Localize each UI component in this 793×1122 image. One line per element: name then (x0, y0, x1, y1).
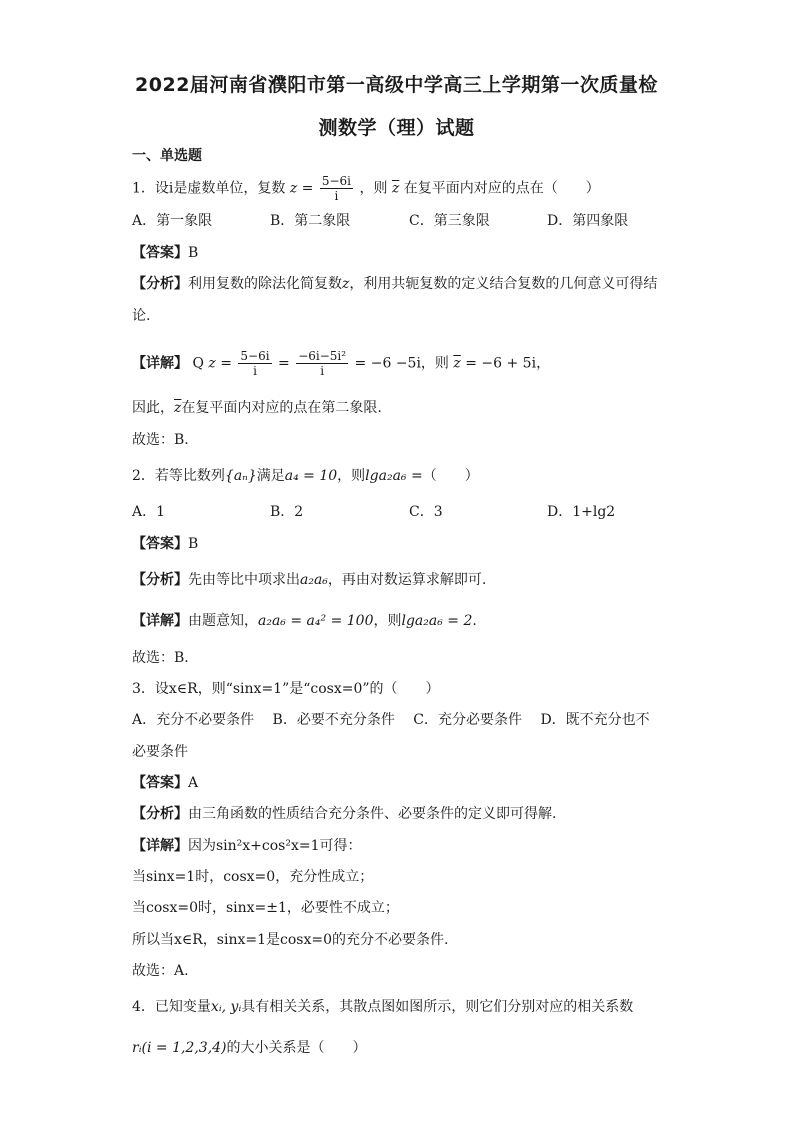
q4-stem-c: 的大小关系是（ ） (226, 1040, 367, 1056)
q2-expression: lga₂a₆ = (365, 468, 423, 484)
q2-detail-end: . (472, 613, 477, 629)
q1-detail-f1-numerator: 5−6i (240, 349, 270, 363)
q3-line-3: 所以当x∈R，sinx=1是cosx=0的充分不必要条件. (132, 932, 449, 948)
q4-vars: xᵢ, yᵢ (210, 999, 242, 1015)
q2-option-d: D．1+lg2 (547, 504, 616, 520)
q3-detail (132, 836, 362, 856)
q3-line-1: 当sinx=1时，cosx=0，充分性成立； (132, 869, 374, 885)
q1-option-c: C．第三象限 (409, 213, 490, 229)
q1-option-d: D．第四象限 (547, 213, 629, 229)
q1-detail-f1-denominator: i (253, 364, 257, 378)
q3-options-cont: 必要条件 (132, 744, 188, 760)
detail-tag: 【详解】 (132, 355, 188, 372)
q2-condition: a₄ = 10 (284, 468, 338, 484)
q1-conclusion-z: $\overline{z}$ (174, 400, 182, 416)
q1-analysis-text-a: 利用复数的除法化简复数 (188, 276, 342, 292)
q2-detail-b: ，则 (373, 613, 402, 629)
q2-detail (132, 611, 477, 631)
q1-detail-because: Q (192, 355, 204, 372)
detail-tag: 【详解】 (132, 838, 188, 854)
q2-sequence: {aₙ} (224, 468, 257, 484)
question-2-stem (132, 466, 479, 486)
section-heading: 一、单选题 (132, 148, 202, 164)
q4-stem-a: 4．已知变量 (132, 999, 211, 1015)
q2-detail-a: 由题意知， (188, 613, 258, 629)
question-4-stem (132, 997, 633, 1017)
q1-detail-z-conjugate: $\overline{z}$ (453, 355, 461, 372)
q1-conclusion-a: 因此， (132, 400, 174, 416)
q3-analysis-text: 由三角函数的性质结合充分条件、必要条件的定义即可得解. (188, 806, 557, 822)
q3-detail-text: 因为sin²x+cos²x=1可得： (188, 838, 362, 854)
q2-choose: 故选：B. (132, 650, 189, 666)
q2-option-c: C．3 (409, 504, 443, 520)
q2-analysis (132, 570, 486, 590)
q1-answer-value: B (188, 245, 199, 261)
q1-analysis-z: z (342, 276, 350, 292)
q2-analysis-b: ，再由对数运算求解即可. (327, 572, 487, 588)
q1-answer (132, 243, 198, 263)
question-4-stem-cont (132, 1038, 367, 1058)
q3-analysis (132, 804, 556, 824)
q3-choose: 故选：A. (132, 963, 189, 979)
q4-r-expression: rᵢ(i = 1,2,3,4) (132, 1040, 227, 1056)
q1-choose: 故选：B. (132, 432, 189, 448)
q1-detail-z: z = (208, 355, 232, 372)
q4-stem-b: 具有相关关系，其散点图如图所示，则它们分别对应的相关系数 (241, 999, 634, 1015)
q2-analysis-a: 先由等比中项求出 (188, 572, 300, 588)
q1-fraction-denominator: i (334, 189, 339, 203)
question-3-stem: 3．设x∈R，则“sinx=1”是“cosx=0”的（ ） (132, 681, 440, 697)
analysis-tag: 【分析】 (132, 806, 188, 822)
q1-detail-rest: = −6 −5i，则 (354, 355, 449, 372)
document-title-line-2: 测数学（理）试题 (318, 117, 475, 139)
analysis-tag: 【分析】 (132, 572, 188, 588)
q1-analysis-text-b: ，利用共轭复数的定义结合复数的几何意义可得结 (349, 276, 658, 292)
q1-stem-text-a: 1．设i是虚数单位，复数 (132, 180, 286, 197)
q1-detail-f2-denominator: i (320, 364, 325, 378)
q2-stem-d: （ ） (422, 468, 479, 484)
q2-stem-b: 满足 (256, 468, 285, 484)
q1-stem-text-b: ，则 (359, 180, 388, 197)
q2-detail-result: lga₂a₆ = 2 (401, 613, 473, 629)
q1-analysis (132, 274, 657, 294)
answer-tag: 【答案】 (132, 245, 188, 261)
q1-conclusion-b: 在复平面内对应的点在第二象限. (181, 400, 382, 416)
q1-analysis-cont: 论. (132, 308, 151, 324)
q1-z-conjugate: $\overline{z}$ (391, 180, 400, 197)
answer-tag: 【答案】 (132, 775, 188, 791)
answer-tag: 【答案】 (132, 536, 188, 552)
analysis-tag: 【分析】 (132, 276, 188, 292)
q2-option-a: A．1 (132, 504, 166, 520)
q1-option-a: A．第一象限 (132, 213, 213, 229)
q2-answer-value: B (188, 536, 199, 552)
q1-detail-equals: = (278, 355, 290, 372)
q1-fraction-numerator: 5−6i (321, 174, 352, 188)
q2-stem-a: 2．若等比数列 (132, 468, 225, 484)
q3-line-2: 当cosx=0时，sinx=±1，必要性不成立； (132, 900, 399, 916)
q1-conclusion (132, 398, 382, 418)
q3-answer-value: A (188, 775, 199, 791)
q1-fraction (320, 174, 353, 203)
q2-answer (132, 534, 198, 554)
q1-detail (132, 349, 550, 378)
detail-tag: 【详解】 (132, 613, 188, 629)
q2-stem-c: ，则 (337, 468, 366, 484)
q1-z-equals: z = (289, 180, 314, 197)
question-1-stem (132, 174, 600, 203)
q1-detail-end: = −6 + 5i， (465, 355, 551, 372)
q1-option-b: B．第二象限 (270, 213, 351, 229)
q2-analysis-expr: a₂a₆ (300, 572, 328, 588)
q2-option-b: B．2 (270, 504, 304, 520)
q2-detail-equation: a₂a₆ = a₄² = 100 (258, 613, 374, 629)
q3-options: A．充分不必要条件 B．必要不充分条件 C．充分必要条件 D．既不充分也不 (132, 712, 650, 728)
q3-answer (132, 773, 198, 793)
q1-detail-f2-numerator: −6i−5i² (298, 349, 347, 363)
q1-detail-fraction-2 (296, 349, 348, 378)
q1-stem-text-c: 在复平面内对应的点在（ ） (403, 180, 600, 197)
document-title-line-1: 2022届河南省濮阳市第一高级中学高三上学期第一次质量检 (135, 74, 658, 96)
q1-detail-fraction-1 (238, 349, 271, 378)
